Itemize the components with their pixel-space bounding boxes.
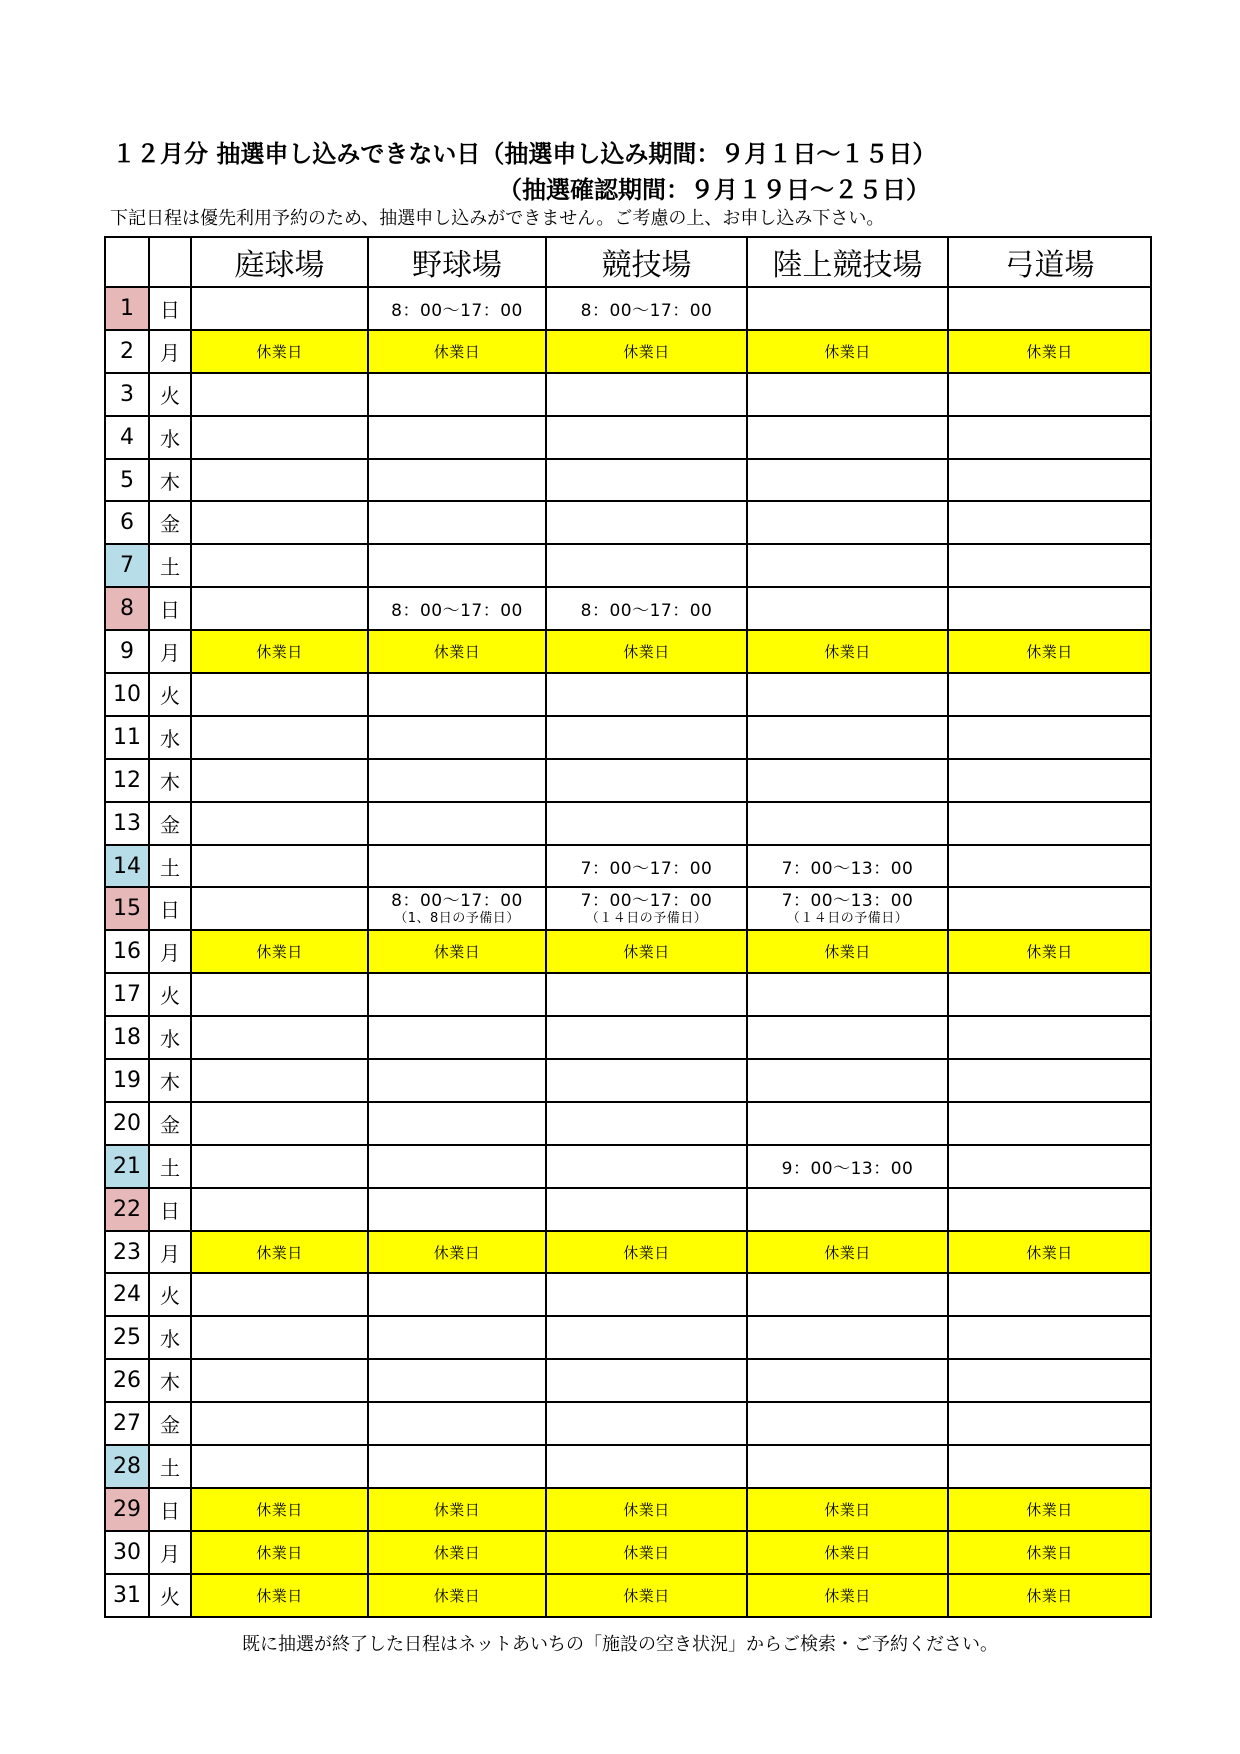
closed-cell: 休業日 xyxy=(368,330,546,373)
closed-cell: 休業日 xyxy=(191,1574,368,1617)
schedule-cell xyxy=(368,373,546,416)
day-number: 4 xyxy=(105,416,149,459)
table-row xyxy=(105,1402,1151,1445)
schedule-cell xyxy=(191,501,368,544)
table-row xyxy=(105,544,1151,587)
schedule-cell xyxy=(546,1316,747,1359)
weekday: 火 xyxy=(149,973,191,1016)
weekday: 月 xyxy=(149,330,191,373)
schedule-cell xyxy=(191,716,368,759)
schedule-cell xyxy=(191,287,368,330)
closed-cell: 休業日 xyxy=(191,930,368,973)
schedule-cell xyxy=(747,587,948,630)
schedule-cell xyxy=(948,973,1151,1016)
day-number: 22 xyxy=(105,1188,149,1231)
table-row xyxy=(105,501,1151,544)
schedule-cell xyxy=(747,1102,948,1145)
closed-cell: 休業日 xyxy=(546,1488,747,1531)
schedule-cell xyxy=(368,716,546,759)
closed-cell: 休業日 xyxy=(747,1488,948,1531)
day-number: 28 xyxy=(105,1445,149,1488)
title-line-2: （抽選確認期間：９月１９日～２５日） xyxy=(498,176,930,204)
schedule-cell xyxy=(546,1273,747,1316)
table-row xyxy=(105,587,1151,630)
day-number: 24 xyxy=(105,1273,149,1316)
schedule-cell xyxy=(546,1402,747,1445)
schedule-cell xyxy=(948,1316,1151,1359)
schedule-cell xyxy=(191,1316,368,1359)
schedule-cell xyxy=(368,1102,546,1145)
closed-cell: 休業日 xyxy=(191,1231,368,1274)
schedule-cell xyxy=(948,716,1151,759)
schedule-cell xyxy=(747,802,948,845)
table-row xyxy=(105,1059,1151,1102)
weekday: 日 xyxy=(149,887,191,930)
closed-cell: 休業日 xyxy=(368,1488,546,1531)
closed-cell: 休業日 xyxy=(191,330,368,373)
schedule-cell xyxy=(368,887,546,930)
day-number: 10 xyxy=(105,673,149,716)
schedule-cell xyxy=(747,501,948,544)
table-row xyxy=(105,930,1151,973)
weekday: 水 xyxy=(149,716,191,759)
table-row xyxy=(105,1574,1151,1617)
closed-cell: 休業日 xyxy=(368,630,546,673)
weekday: 木 xyxy=(149,759,191,802)
schedule-cell xyxy=(546,501,747,544)
day-number: 8 xyxy=(105,587,149,630)
closed-cell: 休業日 xyxy=(948,1488,1151,1531)
closed-cell: 休業日 xyxy=(368,1231,546,1274)
weekday: 火 xyxy=(149,1273,191,1316)
schedule-cell xyxy=(948,1445,1151,1488)
weekday: 金 xyxy=(149,1102,191,1145)
closed-cell: 休業日 xyxy=(191,630,368,673)
schedule-cell xyxy=(948,373,1151,416)
cell-note: （１４日の予備日） xyxy=(585,910,708,926)
schedule-cell xyxy=(368,1273,546,1316)
schedule-cell xyxy=(948,1059,1151,1102)
table-row xyxy=(105,330,1151,373)
closed-cell: 休業日 xyxy=(368,1574,546,1617)
table-row xyxy=(105,1145,1151,1188)
schedule-cell xyxy=(191,759,368,802)
day-number: 9 xyxy=(105,630,149,673)
header-facility: 庭球場 xyxy=(191,237,368,287)
cell-note: （１４日の予備日） xyxy=(786,910,909,926)
schedule-cell xyxy=(546,1359,747,1402)
title-line-1: １２月分 抽選申し込みできない日（抽選申し込み期間：９月１日～１５日） xyxy=(112,140,937,168)
day-number: 13 xyxy=(105,802,149,845)
closed-cell: 休業日 xyxy=(546,1531,747,1574)
header-facility: 陸上競技場 xyxy=(747,237,948,287)
table-row xyxy=(105,1359,1151,1402)
schedule-cell xyxy=(747,673,948,716)
schedule-cell: 8：00～17：00 xyxy=(368,287,546,330)
closed-cell: 休業日 xyxy=(948,330,1151,373)
weekday: 月 xyxy=(149,1231,191,1274)
schedule-cell xyxy=(747,1445,948,1488)
table-row xyxy=(105,373,1151,416)
weekday: 水 xyxy=(149,1016,191,1059)
closed-cell: 休業日 xyxy=(191,1531,368,1574)
schedule-cell xyxy=(191,845,368,888)
weekday: 木 xyxy=(149,1359,191,1402)
schedule-cell xyxy=(546,1016,747,1059)
day-number: 19 xyxy=(105,1059,149,1102)
day-number: 1 xyxy=(105,287,149,330)
closed-cell: 休業日 xyxy=(747,930,948,973)
table-row xyxy=(105,802,1151,845)
closed-cell: 休業日 xyxy=(546,330,747,373)
schedule-cell xyxy=(747,1359,948,1402)
schedule-cell: 7：00～17：00 xyxy=(546,845,747,888)
day-number: 30 xyxy=(105,1531,149,1574)
cell-note: （1、8日の予備日） xyxy=(394,910,520,926)
closed-cell: 休業日 xyxy=(948,630,1151,673)
weekday: 土 xyxy=(149,845,191,888)
weekday: 金 xyxy=(149,501,191,544)
schedule-cell xyxy=(368,973,546,1016)
schedule-cell xyxy=(546,973,747,1016)
schedule-cell xyxy=(546,1445,747,1488)
schedule-cell xyxy=(948,501,1151,544)
schedule-cell xyxy=(546,1145,747,1188)
schedule-cell xyxy=(368,759,546,802)
day-number: 14 xyxy=(105,845,149,888)
schedule-cell xyxy=(747,759,948,802)
table-row xyxy=(105,287,1151,330)
closed-cell: 休業日 xyxy=(546,930,747,973)
schedule-cell xyxy=(948,673,1151,716)
schedule-cell xyxy=(546,759,747,802)
schedule-cell xyxy=(948,287,1151,330)
schedule-cell xyxy=(948,759,1151,802)
schedule-cell xyxy=(191,973,368,1016)
schedule-cell xyxy=(747,973,948,1016)
schedule-cell xyxy=(191,1188,368,1231)
schedule-cell xyxy=(546,373,747,416)
cell-time: 7：00～17：00 xyxy=(580,890,713,911)
schedule-cell xyxy=(191,544,368,587)
weekday: 月 xyxy=(149,630,191,673)
day-number: 29 xyxy=(105,1488,149,1531)
schedule-cell xyxy=(948,887,1151,930)
schedule-cell xyxy=(747,544,948,587)
schedule-cell xyxy=(747,1059,948,1102)
table-row xyxy=(105,1231,1151,1274)
schedule-cell xyxy=(191,416,368,459)
day-number: 31 xyxy=(105,1574,149,1617)
weekday: 水 xyxy=(149,416,191,459)
schedule-cell xyxy=(368,1059,546,1102)
header-facility: 野球場 xyxy=(368,237,546,287)
table-row xyxy=(105,1531,1151,1574)
closed-cell: 休業日 xyxy=(747,330,948,373)
schedule-cell xyxy=(948,1402,1151,1445)
table-row xyxy=(105,673,1151,716)
weekday: 火 xyxy=(149,373,191,416)
schedule-cell xyxy=(546,459,747,502)
weekday: 日 xyxy=(149,287,191,330)
schedule-table xyxy=(104,236,1152,1618)
schedule-cell xyxy=(368,1445,546,1488)
schedule-cell xyxy=(368,1188,546,1231)
schedule-cell xyxy=(368,1402,546,1445)
table-row xyxy=(105,716,1151,759)
header-facility: 競技場 xyxy=(546,237,747,287)
schedule-cell xyxy=(747,716,948,759)
schedule-cell xyxy=(191,802,368,845)
schedule-cell xyxy=(546,1059,747,1102)
schedule-cell xyxy=(546,1188,747,1231)
cell-time: 7：00～13：00 xyxy=(781,890,914,911)
weekday: 土 xyxy=(149,544,191,587)
schedule-cell xyxy=(948,1016,1151,1059)
schedule-cell: 7：00～13：00 xyxy=(747,845,948,888)
note-text: 下記日程は優先利用予約のため、抽選申し込みができません。ご考慮の上、お申し込み下さい。 xyxy=(110,208,885,229)
weekday: 土 xyxy=(149,1445,191,1488)
day-number: 16 xyxy=(105,930,149,973)
schedule-cell xyxy=(191,887,368,930)
weekday: 日 xyxy=(149,1488,191,1531)
weekday: 金 xyxy=(149,802,191,845)
weekday: 日 xyxy=(149,1188,191,1231)
schedule-cell xyxy=(948,544,1151,587)
schedule-cell xyxy=(747,1402,948,1445)
day-number: 27 xyxy=(105,1402,149,1445)
schedule-cell xyxy=(948,416,1151,459)
day-number: 18 xyxy=(105,1016,149,1059)
schedule-cell xyxy=(948,802,1151,845)
schedule-cell xyxy=(368,1016,546,1059)
table-row xyxy=(105,630,1151,673)
schedule-cell xyxy=(948,459,1151,502)
closed-cell: 休業日 xyxy=(546,630,747,673)
schedule-cell xyxy=(368,845,546,888)
header-weekday xyxy=(149,237,191,287)
closed-cell: 休業日 xyxy=(546,1574,747,1617)
schedule-cell xyxy=(191,1059,368,1102)
schedule-cell xyxy=(546,887,747,930)
table-row xyxy=(105,1016,1151,1059)
day-number: 20 xyxy=(105,1102,149,1145)
table-row xyxy=(105,759,1151,802)
closed-cell: 休業日 xyxy=(948,1574,1151,1617)
weekday: 火 xyxy=(149,1574,191,1617)
schedule-cell xyxy=(191,373,368,416)
table-row xyxy=(105,1273,1151,1316)
weekday: 木 xyxy=(149,1059,191,1102)
day-number: 25 xyxy=(105,1316,149,1359)
schedule-cell xyxy=(747,1316,948,1359)
closed-cell: 休業日 xyxy=(747,1531,948,1574)
schedule-cell: 8：00～17：00 xyxy=(368,587,546,630)
closed-cell: 休業日 xyxy=(368,930,546,973)
day-number: 2 xyxy=(105,330,149,373)
day-number: 7 xyxy=(105,544,149,587)
table-row xyxy=(105,1316,1151,1359)
schedule-cell xyxy=(747,416,948,459)
table-body xyxy=(105,287,1151,1617)
weekday: 日 xyxy=(149,587,191,630)
weekday: 月 xyxy=(149,930,191,973)
schedule-cell xyxy=(368,1316,546,1359)
schedule-cell xyxy=(948,1145,1151,1188)
weekday: 月 xyxy=(149,1531,191,1574)
weekday: 金 xyxy=(149,1402,191,1445)
schedule-cell xyxy=(368,1145,546,1188)
weekday: 水 xyxy=(149,1316,191,1359)
schedule-cell xyxy=(368,459,546,502)
day-number: 17 xyxy=(105,973,149,1016)
table-row xyxy=(105,887,1151,930)
schedule-cell xyxy=(948,1359,1151,1402)
day-number: 26 xyxy=(105,1359,149,1402)
schedule-cell xyxy=(191,673,368,716)
schedule-cell xyxy=(546,716,747,759)
weekday: 木 xyxy=(149,459,191,502)
day-number: 6 xyxy=(105,501,149,544)
schedule-cell xyxy=(546,673,747,716)
schedule-cell xyxy=(747,1016,948,1059)
day-number: 12 xyxy=(105,759,149,802)
schedule-cell xyxy=(747,887,948,930)
table-row xyxy=(105,1445,1151,1488)
table-row xyxy=(105,1188,1151,1231)
day-number: 3 xyxy=(105,373,149,416)
day-number: 15 xyxy=(105,887,149,930)
schedule-cell xyxy=(191,1016,368,1059)
header-facility: 弓道場 xyxy=(948,237,1151,287)
schedule-cell xyxy=(368,501,546,544)
weekday: 火 xyxy=(149,673,191,716)
day-number: 21 xyxy=(105,1145,149,1188)
schedule-cell xyxy=(747,1188,948,1231)
footer-text: 既に抽選が終了した日程はネットあいちの「施設の空き状況」からご検索・ご予約ください。 xyxy=(242,1634,998,1655)
schedule-cell: 8：00～17：00 xyxy=(546,287,747,330)
closed-cell: 休業日 xyxy=(948,1231,1151,1274)
schedule-cell xyxy=(191,1145,368,1188)
closed-cell: 休業日 xyxy=(948,1531,1151,1574)
table-row xyxy=(105,1102,1151,1145)
schedule-cell xyxy=(191,1102,368,1145)
table-row xyxy=(105,416,1151,459)
closed-cell: 休業日 xyxy=(948,930,1151,973)
schedule-cell xyxy=(368,1359,546,1402)
schedule-cell xyxy=(368,802,546,845)
table-header-row xyxy=(105,237,1151,287)
table-row xyxy=(105,1488,1151,1531)
cell-time: 8：00～17：00 xyxy=(391,890,523,911)
weekday: 土 xyxy=(149,1145,191,1188)
schedule-cell: 8：00～17：00 xyxy=(546,587,747,630)
day-number: 11 xyxy=(105,716,149,759)
schedule-cell xyxy=(948,1273,1151,1316)
schedule-cell xyxy=(948,845,1151,888)
schedule-cell xyxy=(546,802,747,845)
schedule-cell xyxy=(948,1102,1151,1145)
header-day xyxy=(105,237,149,287)
schedule-cell xyxy=(546,1102,747,1145)
schedule-cell xyxy=(368,416,546,459)
schedule-cell xyxy=(948,1188,1151,1231)
schedule-cell xyxy=(948,587,1151,630)
schedule-cell xyxy=(747,459,948,502)
schedule-cell xyxy=(747,287,948,330)
schedule-cell xyxy=(747,1273,948,1316)
table-row xyxy=(105,459,1151,502)
schedule-cell xyxy=(191,587,368,630)
schedule-cell xyxy=(546,416,747,459)
table-row xyxy=(105,845,1151,888)
closed-cell: 休業日 xyxy=(747,1574,948,1617)
closed-cell: 休業日 xyxy=(546,1231,747,1274)
schedule-cell xyxy=(368,673,546,716)
day-number: 5 xyxy=(105,459,149,502)
schedule-cell xyxy=(747,373,948,416)
schedule-cell xyxy=(191,1402,368,1445)
schedule-cell: 9：00～13：00 xyxy=(747,1145,948,1188)
schedule-cell xyxy=(368,544,546,587)
closed-cell: 休業日 xyxy=(747,1231,948,1274)
closed-cell: 休業日 xyxy=(368,1531,546,1574)
schedule-cell xyxy=(191,1445,368,1488)
schedule-cell xyxy=(191,459,368,502)
schedule-cell xyxy=(546,544,747,587)
day-number: 23 xyxy=(105,1231,149,1274)
closed-cell: 休業日 xyxy=(747,630,948,673)
schedule-cell xyxy=(191,1273,368,1316)
closed-cell: 休業日 xyxy=(191,1488,368,1531)
schedule-cell xyxy=(191,1359,368,1402)
table-row xyxy=(105,973,1151,1016)
